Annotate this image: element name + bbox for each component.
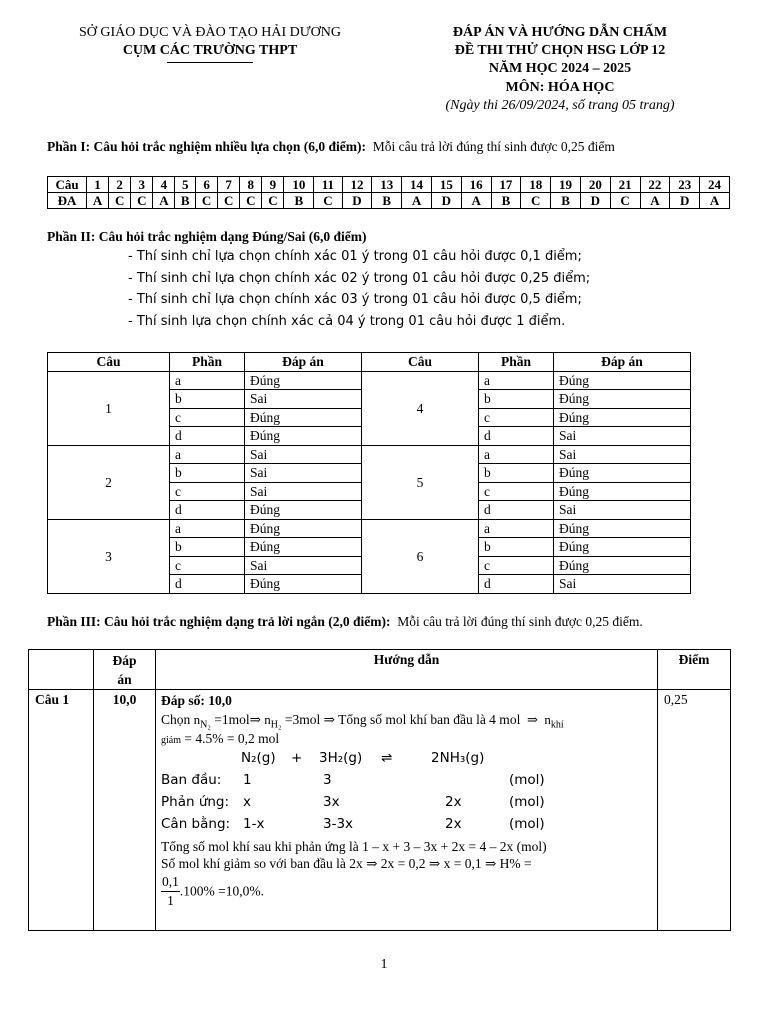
ice-a: 1-x: [243, 815, 265, 832]
answer-cell: B: [372, 193, 402, 209]
question-number-cell: 24: [700, 177, 730, 193]
answer-row: [48, 193, 730, 209]
part-cell: a: [170, 519, 245, 538]
question-number-cell: 5: [175, 177, 196, 193]
question-number-cell: 2: [109, 177, 131, 193]
table-row: [48, 519, 691, 538]
part-cell: c: [479, 408, 554, 427]
question-number-cell: 1: [48, 371, 170, 445]
answer-cell: Sai: [554, 501, 691, 520]
row-label-answer: ĐA: [48, 193, 87, 209]
ice-a: x: [243, 793, 251, 810]
answer-cell: B: [284, 193, 314, 209]
exam-title: ĐỀ THI THỬ CHỌN HSG LỚP 12: [454, 43, 666, 59]
answer-cell: Sai: [554, 575, 691, 594]
answer-cell: C: [109, 193, 131, 209]
answer-cell: Đúng: [245, 538, 362, 557]
answer-cell: Sai: [245, 556, 362, 575]
answer-cell: A: [402, 193, 432, 209]
mol-expression: =1mol⇒: [214, 711, 261, 727]
ice-label: Cân bằng:: [161, 815, 231, 832]
plus-sign: +: [291, 749, 303, 766]
answer-cell: C: [131, 193, 153, 209]
question-number-cell: 17: [491, 177, 521, 193]
answer-cell: Sai: [554, 445, 691, 464]
answer-cell: B: [175, 193, 196, 209]
school-year: NĂM HỌC 2024 – 2025: [488, 61, 632, 77]
ice-unit: (mol): [509, 815, 545, 832]
answer-cell: Đúng: [554, 556, 691, 575]
question-number-cell: 7: [218, 177, 240, 193]
exam-date: (Ngày thi 26/09/2024, số trang 05 trang): [445, 97, 675, 113]
question-number-cell: 6: [196, 177, 218, 193]
ice-row: [161, 794, 653, 816]
reduce-calc-line: Số mol khí giảm so với ban đầu là 2x ⇒ 2x = 0,2 ⇒ x = 0,1 ⇒ H% =: [161, 856, 532, 872]
col-header-question: Câu: [48, 353, 170, 372]
question-number-cell: 5: [362, 445, 479, 519]
ice-b: 3: [323, 771, 332, 788]
table-header-row: [48, 353, 691, 372]
part1-answer-table: [47, 176, 730, 209]
ice-b: 3x: [323, 793, 340, 810]
part-cell: d: [479, 575, 554, 594]
part3-answer-table: [28, 649, 731, 931]
rule-line: - Thí sinh lựa chọn chính xác cả 04 ý trong 01 câu hỏi được 1 điểm.: [128, 313, 566, 329]
header-right: [390, 24, 730, 115]
part1-note: Mỗi câu trả lời đúng thí sinh được 0,25 điểm: [372, 139, 615, 154]
answer-cell: D: [580, 193, 610, 209]
ice-unit: (mol): [509, 793, 545, 810]
answer-cell: Đúng: [245, 371, 362, 390]
question-number-cell: 8: [240, 177, 262, 193]
part-cell: c: [170, 482, 245, 501]
answer-cell: B: [491, 193, 521, 209]
choose-text: Chọn: [161, 711, 191, 727]
ice-c: 2x: [445, 793, 462, 810]
table-header-row: [29, 650, 731, 690]
part-cell: c: [479, 556, 554, 575]
answer-cell: D: [431, 193, 461, 209]
answer-cell: Đúng: [245, 575, 362, 594]
part-cell: a: [479, 445, 554, 464]
row-label-question: Câu: [48, 177, 87, 193]
question-number-cell: 12: [342, 177, 372, 193]
part-cell: b: [479, 390, 554, 409]
answer-cell: Sai: [245, 464, 362, 483]
question-number-cell: 21: [610, 177, 640, 193]
answer-cell: A: [700, 193, 730, 209]
header-left: [40, 24, 380, 63]
col-header-question: Câu: [362, 353, 479, 372]
part-cell: d: [170, 501, 245, 520]
col-header-score: Điểm: [658, 650, 731, 690]
subject: MÔN: HÓA HỌC: [505, 79, 615, 95]
part-cell: a: [479, 519, 554, 538]
answer-cell: C: [196, 193, 218, 209]
question-number-cell: 23: [670, 177, 700, 193]
col-header-answer: Đáp án: [94, 650, 156, 690]
col-header-answer: Đáp án: [245, 353, 362, 372]
question-number-cell: 15: [431, 177, 461, 193]
answer-cell: Sai: [245, 390, 362, 409]
question-number-cell: 13: [372, 177, 402, 193]
col-header-blank: [29, 650, 94, 690]
ice-label: Phản ứng:: [161, 793, 230, 810]
question-number-cell: 4: [153, 177, 175, 193]
table-row: [29, 690, 731, 931]
question-number-cell: 4: [362, 371, 479, 445]
col-header-answer: Đáp án: [554, 353, 691, 372]
yield-result: .100% =10,0%.: [179, 883, 264, 899]
part-cell: b: [479, 538, 554, 557]
answer-line: Đáp số: 10,0: [161, 693, 232, 708]
ice-table: [161, 772, 653, 838]
answer-cell: Đúng: [245, 408, 362, 427]
question-number-cell: 2: [48, 445, 170, 519]
part3-title: Phần III: Câu hỏi trắc nghiệm dạng trả lời ngắn (2,0 điểm):: [47, 614, 391, 629]
part2-rules: [128, 246, 590, 332]
col-header-guide: Hướng dẫn: [156, 650, 658, 690]
answer-cell: Sai: [554, 427, 691, 446]
yield-fraction: [161, 873, 180, 910]
part-cell: b: [170, 464, 245, 483]
part-cell: b: [479, 464, 554, 483]
answer-cell: D: [342, 193, 372, 209]
ice-c: 2x: [445, 815, 462, 832]
reduce-text: = 4.5% = 0,2 mol: [184, 730, 280, 746]
answer-cell: C: [240, 193, 262, 209]
header-underline: [167, 62, 253, 63]
mol-line: Chọn $n_{N_2}$ =1mol⇒ $n_{H_2} =3mol$ ⇒ Tổng số mol khí ban đầu là 4 mol ⇒ $n_{khí}$: [161, 711, 564, 731]
part-cell: b: [170, 538, 245, 557]
answer-cell: C: [521, 193, 551, 209]
ice-a: 1: [243, 771, 252, 788]
part3-note: Mỗi câu trả lời đúng thí sinh được 0,25 điểm.: [397, 614, 643, 629]
fraction-denominator: 1: [167, 892, 174, 908]
answer-cell: Đúng: [554, 538, 691, 557]
question-number-cell: 3: [131, 177, 153, 193]
rule-line: - Thí sinh chỉ lựa chọn chính xác 01 ý trong 01 câu hỏi được 0,1 điểm;: [128, 249, 582, 264]
rule-line: - Thí sinh chỉ lựa chọn chính xác 02 ý trong 01 câu hỏi được 0,25 điểm;: [128, 270, 591, 286]
answer-cell: C: [218, 193, 240, 209]
product-nh3: 2NH₃(g): [431, 749, 485, 766]
question-number-cell: 6: [362, 519, 479, 593]
answer-cell: Đúng: [554, 519, 691, 538]
answer-cell: C: [262, 193, 284, 209]
table-row: [48, 371, 691, 390]
ice-unit: (mol): [509, 771, 545, 788]
total-mol-text: ⇒ Tổng số mol khí ban đầu là 4 mol: [323, 711, 521, 727]
total-after-line: Tổng số mol khí sau khi phản ứng là 1 – x + 3 – 3x + 2x = 4 – 2x (mol): [161, 838, 547, 854]
equilibrium-arrow: ⇌: [381, 749, 393, 766]
part-cell: d: [479, 427, 554, 446]
page-number: 1: [380, 957, 388, 972]
department-name: SỞ GIÁO DỤC VÀ ĐÀO TẠO HẢI DƯƠNG: [79, 25, 341, 40]
answer-cell: A: [153, 193, 175, 209]
part-cell: a: [479, 371, 554, 390]
question-number-cell: 16: [461, 177, 491, 193]
answer-cell: Đúng: [554, 482, 691, 501]
reaction-equation: [161, 750, 653, 772]
answer-cell: Đúng: [245, 501, 362, 520]
part-cell: d: [170, 427, 245, 446]
answer-cell: A: [87, 193, 109, 209]
question-number-cell: 19: [551, 177, 581, 193]
reactant-n2: N₂(g): [241, 749, 276, 766]
part-cell: c: [170, 556, 245, 575]
answer-cell: Đúng: [554, 464, 691, 483]
answer-cell: Đúng: [554, 371, 691, 390]
question-number-cell: 1: [87, 177, 109, 193]
guide-cell: [156, 690, 658, 931]
answer-cell: Đúng: [245, 519, 362, 538]
part-cell: a: [170, 371, 245, 390]
reduce-line: giảm = 4.5% = 0,2 mol: [161, 730, 280, 746]
school-cluster: CỤM CÁC TRƯỜNG THPT: [122, 43, 298, 59]
part-cell: a: [170, 445, 245, 464]
answer-cell: Sai: [245, 482, 362, 501]
part-cell: d: [170, 575, 245, 594]
part1-title: Phần I: Câu hỏi trắc nghiệm nhiều lựa chọn (6,0 điểm):: [47, 139, 366, 154]
question-number-cell: 14: [402, 177, 432, 193]
question-number-cell: 10: [284, 177, 314, 193]
answer-cell: D: [670, 193, 700, 209]
answer-cell: C: [314, 193, 342, 209]
rule-line: - Thí sinh chỉ lựa chọn chính xác 03 ý trong 01 câu hỏi được 0,5 điểm;: [128, 292, 582, 307]
answer-cell: B: [551, 193, 581, 209]
ice-row: [161, 772, 653, 794]
question-number-cell: 9: [262, 177, 284, 193]
question-row: [48, 177, 730, 193]
doc-title: ĐÁP ÁN VÀ HƯỚNG DẪN CHẤM: [452, 25, 668, 40]
part-cell: d: [479, 501, 554, 520]
part3-heading: [47, 613, 719, 631]
answer-cell: A: [640, 193, 670, 209]
answer-cell: 10,0: [94, 690, 156, 931]
ice-b: 3-3x: [323, 815, 354, 832]
yield-formula: [161, 873, 653, 909]
ice-label: Ban đầu:: [161, 771, 222, 788]
question-number-cell: 20: [580, 177, 610, 193]
score-cell: 0,25: [658, 690, 731, 931]
question-number-cell: 18: [521, 177, 551, 193]
answer-cell: Đúng: [554, 390, 691, 409]
part2-answer-table: [47, 352, 691, 594]
part-cell: c: [479, 482, 554, 501]
answer-cell: Sai: [245, 445, 362, 464]
part1-heading: [47, 138, 737, 156]
part-cell: c: [170, 408, 245, 427]
answer-cell: C: [610, 193, 640, 209]
table-row: [48, 445, 691, 464]
answer-cell: A: [461, 193, 491, 209]
answer-cell: Đúng: [245, 427, 362, 446]
question-cell: Câu 1: [29, 690, 94, 931]
col-header-part: Phần: [170, 353, 245, 372]
fraction-numerator: 0,1: [161, 873, 180, 892]
col-header-part: Phần: [479, 353, 554, 372]
mol-expression-2: =3mol: [284, 711, 321, 727]
part2-title: Phần II: Câu hỏi trắc nghiệm dạng Đúng/Sai (6,0 điểm): [47, 229, 367, 244]
part-cell: b: [170, 390, 245, 409]
question-number-cell: 3: [48, 519, 170, 593]
question-number-cell: 11: [314, 177, 342, 193]
reactant-h2: 3H₂(g): [319, 749, 363, 766]
answer-cell: Đúng: [554, 408, 691, 427]
ice-row: [161, 816, 653, 838]
question-number-cell: 22: [640, 177, 670, 193]
